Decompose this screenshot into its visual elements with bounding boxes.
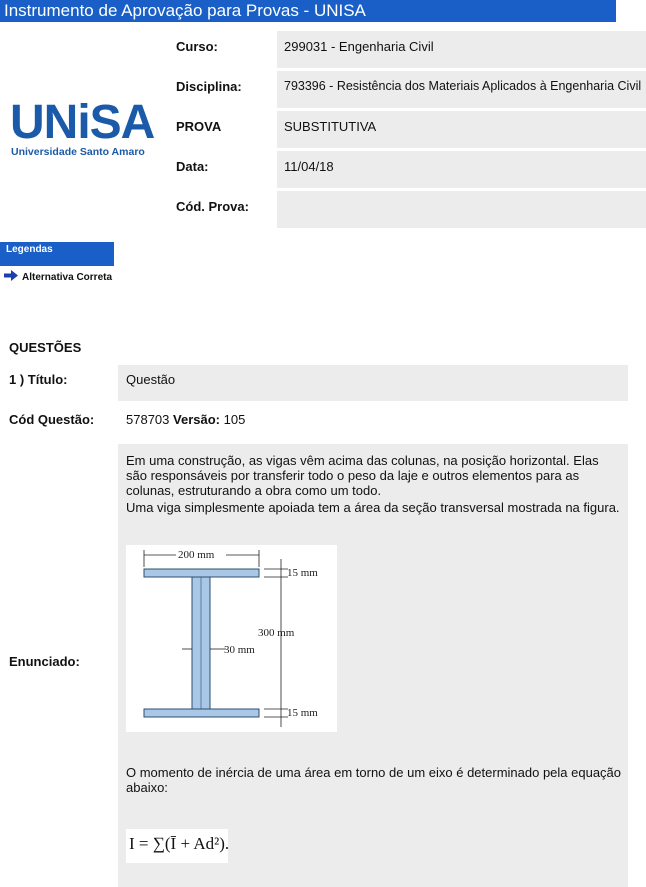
statement-paragraph-2: Uma viga simplesmente apoiada tem a área da seção transversal mostrada na figura. (126, 500, 620, 515)
arrow-right-icon (4, 270, 18, 284)
date-value: 11/04/18 (284, 159, 334, 174)
question-title-value: Questão (126, 372, 176, 387)
legend-title: Legendas (0, 242, 114, 266)
unisa-logo (8, 93, 158, 163)
i-beam-figure (126, 545, 337, 732)
question-code-line (126, 412, 245, 427)
legend-item (4, 270, 112, 284)
statement-paragraph-1: Em uma construção, as vigas vêm acima das colunas, na posição horizontal. Elas são responsáveis por transferir todo o peso da laje e outros elementos para as colunas, estruturando a obra como um todo. (126, 453, 599, 498)
questions-section-title: QUESTÕES (9, 340, 82, 355)
width-dimension-label: 200 mm (178, 549, 215, 561)
statement-paragraph-3: O momento de inércia de uma área em torno de um eixo é determinado pela equação abaixo: (126, 765, 622, 795)
bottom-flange-dimension-label: 15 mm (287, 707, 318, 719)
exam-label: PROVA (176, 119, 222, 134)
discipline-label: Disciplina: (176, 79, 242, 94)
question-code-label: Cód Questão: (9, 412, 95, 427)
logo-subtitle: Universidade Santo Amaro (11, 146, 145, 158)
logo-text: UNiSA (10, 96, 155, 149)
height-dimension-label: 300 mm (258, 627, 295, 639)
course-value: 299031 - Engenharia Civil (284, 39, 434, 54)
inertia-equation (126, 829, 228, 863)
exam-code-cell (277, 191, 646, 228)
exam-value: SUBSTITUTIVA (284, 119, 377, 134)
version-label: Versão: (173, 412, 220, 427)
course-label: Curso: (176, 39, 218, 54)
statement-label: Enunciado: (9, 654, 80, 669)
exam-code-label: Cód. Prova: (176, 199, 249, 214)
legend-item-label: Alternativa Correta (22, 271, 113, 283)
web-dimension-label: 30 mm (224, 644, 255, 656)
question-code-value: 578703 (126, 412, 170, 427)
question-title-cell (118, 365, 628, 401)
version-value: 105 (223, 412, 246, 427)
equation-text: I = ∑(Ī + Ad²). (129, 834, 230, 853)
date-label: Data: (176, 159, 209, 174)
page-title: Instrumento de Aprovação para Provas - UNISA (0, 0, 616, 22)
top-flange-dimension-label: 15 mm (287, 567, 318, 579)
discipline-value: 793396 - Resistência dos Materiais Aplicados à Engenharia Civil (284, 79, 642, 93)
question-title-label: 1 ) Título: (9, 372, 68, 387)
